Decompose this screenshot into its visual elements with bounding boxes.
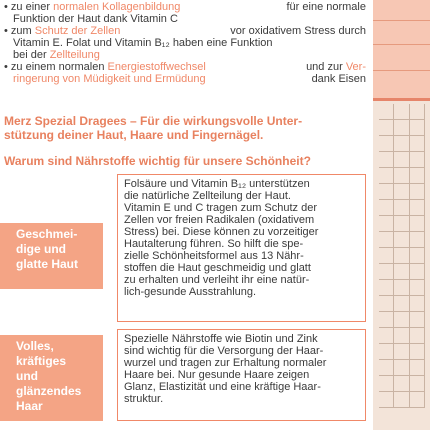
packaging-side-strip [373,0,430,430]
label-smooth-skin: Geschmei- dige und glatte Haut [0,223,103,289]
bullet-cell-protection: • zum Schutz der Zellen vor oxidativem Stress durch [4,25,366,37]
packaging-nutrition-grid [379,104,425,424]
skin-text-box: Folsäure und Vitamin B₁₂ unterstützen die natürliche Zellteilung der Haut. Vitamin E und C tragen zum Schutz der Zellen vor freien Radikalen (oxidativem Stress) bei. Diese können zu vorzeitiger Hautalterung führen. So hilft die spe- zielle Schönheitsformel aus 13 Nähr- stoffen die Haut geschmeidig und glatt zu erhalten und verleiht ihr eine natür- lich-gesunde Ausstrahlung. [117,174,366,322]
highlight-fatigue: ringerung von Müdigkeit und Ermüdung [13,73,206,85]
section-question-heading: Warum sind Nährstoffe wichtig für unsere Schönheit? [4,154,311,168]
hair-text-box: Spezielle Nährstoffe wie Biotin und Zink sind wichtig für die Versorgung der Haar- wurzel und tragen zur Erhaltung normaler Haare bei. Nur gesunde Haare zeigen Glanz, Elastizität und eine kräftige Haar- struktur. [117,329,366,421]
bullet-collagen-cont: Funktion der Haut dank Vitamin C [13,13,178,25]
bullet-cell-division: bei der Zellteilung [13,49,100,61]
packaging-strip-top [373,0,430,98]
highlight-collagen: normalen Kollagenbildung [53,1,181,13]
benefit-bullet-list [4,1,366,85]
label-full-hair: Volles, kräftiges und glänzendes Haar [0,335,103,421]
highlight-cell-protection: Schutz der Zellen [34,25,121,37]
bullet-collagen: • zu einer normalen Kollagenbildung für eine normale [4,1,366,13]
bullet-energy-cont: ringerung von Müdigkeit und Ermüdung dank Eisen [13,73,366,85]
highlight-energy: Energiestoffwechsel [107,61,206,73]
packaging-strip-divider [373,98,430,101]
bullet-energy: • zu einem normalen Energiestoffwechsel und zur Ver- [4,61,366,73]
highlight-cell-division: Zellteilung [49,49,100,61]
bullet-cell-protection-cont: Vitamin E. Folat und Vitamin B₁₂ haben eine Funktion [13,37,273,49]
product-heading: Merz Spezial Dragees – Für die wirkungsvolle Unter- stützung deiner Haut, Haare und Fingernägel. [4,114,303,142]
